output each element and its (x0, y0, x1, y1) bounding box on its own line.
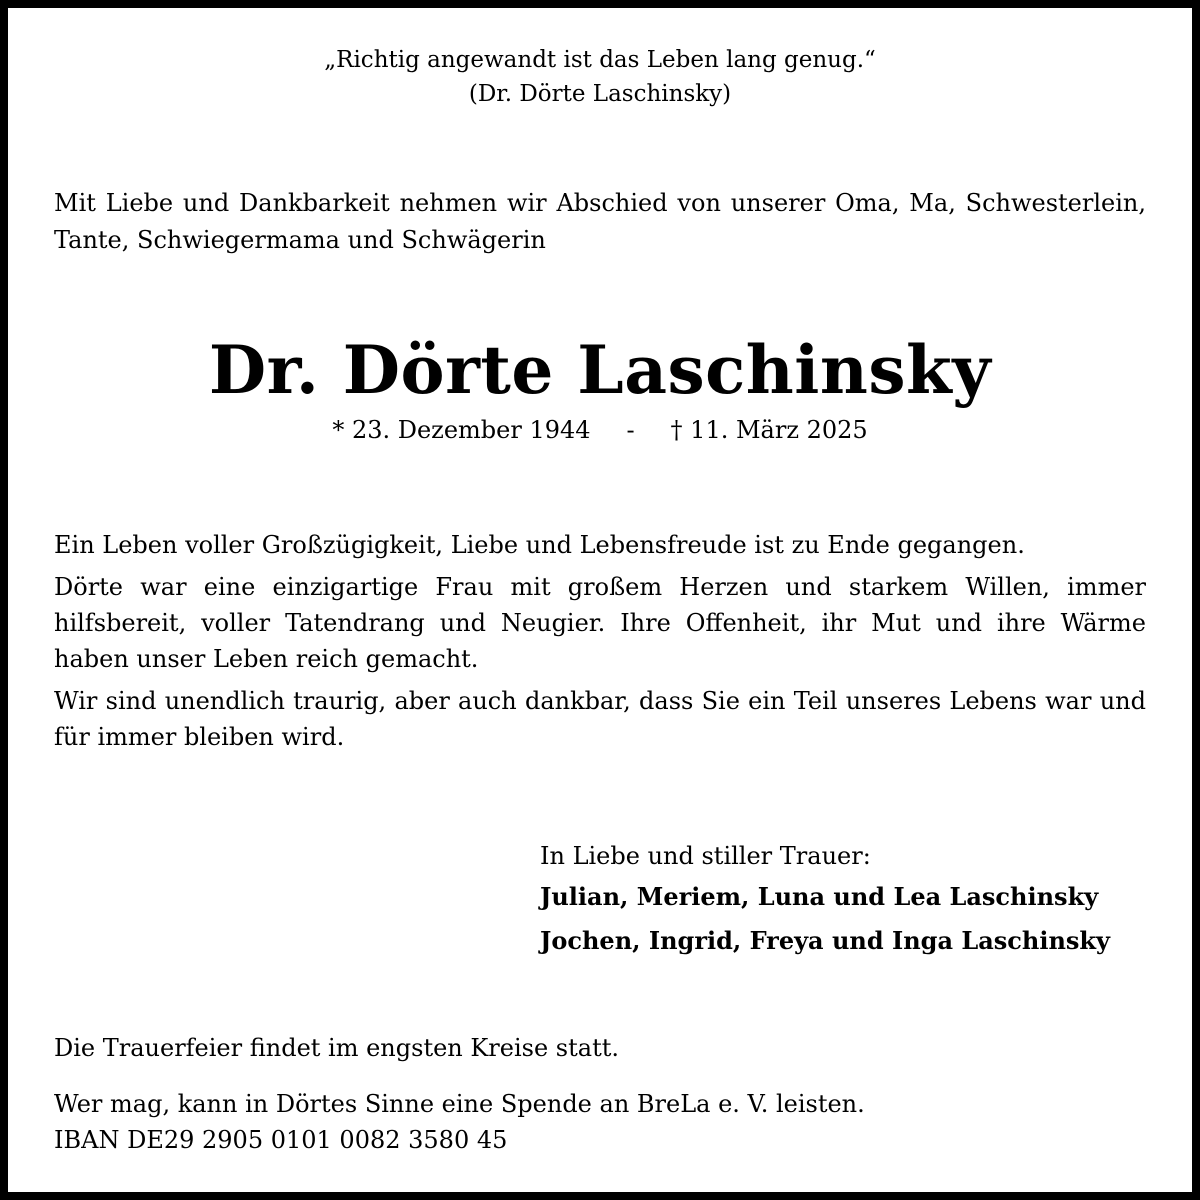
intro-text: Mit Liebe und Dankbarkeit nehmen wir Abschied von unserer Oma, Ma, Schwesterlein, Tante, Schwiegermama und Schwägerin (54, 189, 1146, 254)
eulogy-paragraph: Dörte war eine einzigartige Frau mit großem Herzen und starkem Willen, immer hilfsbereit, voller Tatendrang und Neugier. Ihre Offenheit, ihr Mut und ihre Wärme haben unser Leben reich gemacht. (54, 573, 1146, 673)
donation-iban: IBAN DE29 2905 0101 0082 3580 45 (54, 1126, 508, 1154)
epigraph-author: (Dr. Dörte Laschinsky) (468, 81, 732, 107)
donation-note (54, 1086, 1146, 1158)
mourners-lead: In Liebe und stiller Trauer: (540, 842, 871, 870)
life-dates (54, 412, 1146, 448)
epigraph (54, 43, 1146, 111)
date-separator: - (626, 416, 635, 444)
donation-text: Wer mag, kann in Dörtes Sinne eine Spende an BreLa e. V. leisten. (54, 1090, 865, 1118)
eulogy-paragraph: Wir sind unendlich traurig, aber auch dankbar, dass Sie ein Teil unseres Lebens war und für immer bleiben wird. (54, 687, 1146, 751)
eulogy (54, 527, 1146, 761)
mourner-family: Julian, Meriem, Luna und Lea Laschinsky (540, 882, 1099, 911)
eulogy-paragraph: Ein Leben voller Großzügigkeit, Liebe und Lebensfreude ist zu Ende gegangen. (54, 531, 1025, 559)
death-date: † 11. März 2025 (670, 416, 868, 444)
epigraph-quote: „Richtig angewandt ist das Leben lang genug.“ (324, 47, 876, 73)
mourner-family: Jochen, Ingrid, Freya und Inga Laschinsky (540, 926, 1110, 955)
ceremony-note: Die Trauerfeier findet im engsten Kreise statt. (54, 1034, 619, 1062)
deceased-name: Dr. Dörte Laschinsky (208, 331, 992, 409)
birth-date: * 23. Dezember 1944 (332, 416, 591, 444)
mourners-block (540, 838, 1140, 963)
